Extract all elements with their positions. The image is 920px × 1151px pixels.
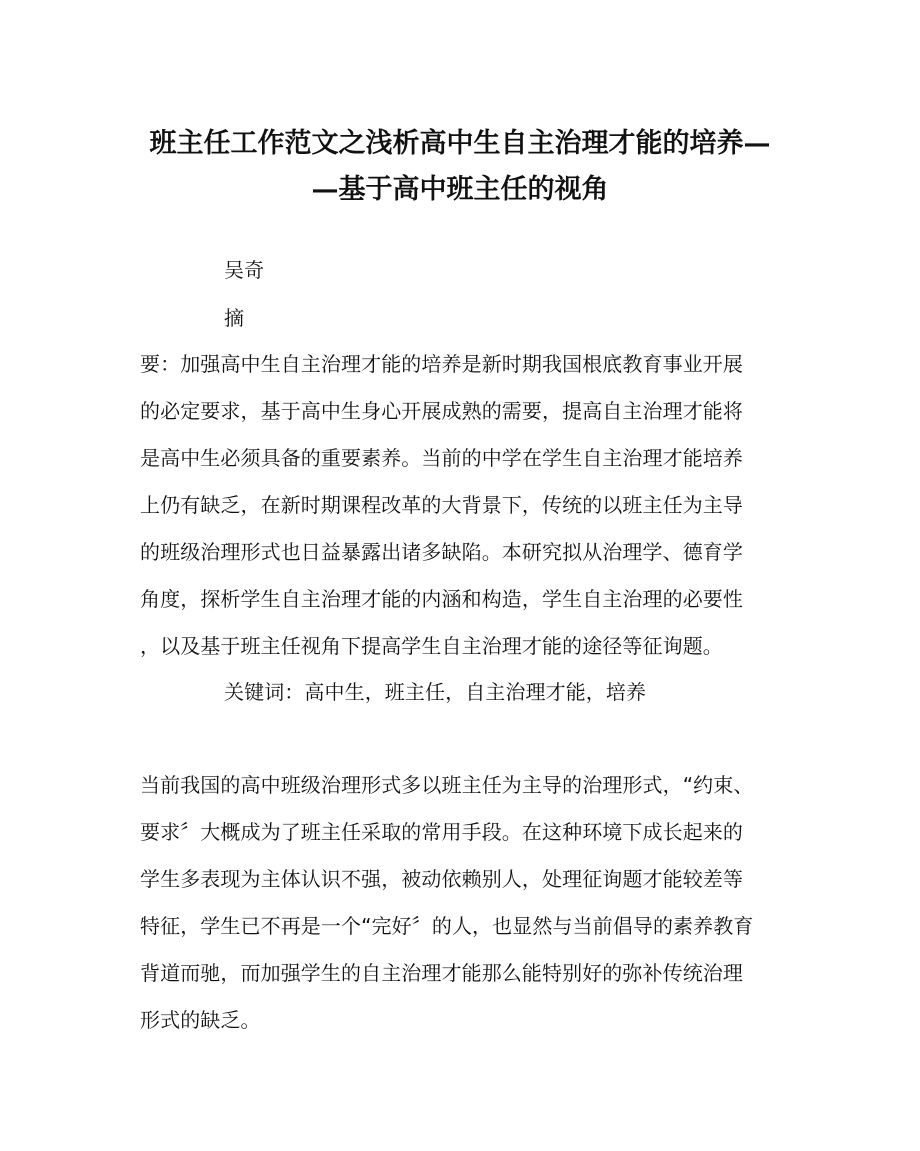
abstract-line-1: 要：加强高中生自主治理才能的培养是新时期我国根底教育事业开展 <box>140 352 743 376</box>
abstract-line-2: 的必定要求，基于高中生身心开展成熟的需要，提高自主治理才能将 <box>140 399 743 423</box>
abstract-line-3: 是高中生必须具备的重要素养。当前的中学在学生自主治理才能培养 <box>140 446 743 470</box>
body-line-1: 当前我国的高中班级治理形式多以班主任为主导的治理形式，“约束、 <box>140 773 754 797</box>
body-line-3: 学生多表现为主体认识不强，被动依赖别人，处理征询题才能较差等 <box>140 867 743 891</box>
abstract-line-4: 上仍有缺乏，在新时期课程改革的大背景下，传统的以班主任为主导 <box>140 493 743 517</box>
body-line-6: 形式的缺乏。 <box>140 1008 261 1032</box>
title-line-1: 班主任工作范文之浅析高中生自主治理才能的培养— <box>149 128 771 159</box>
author: 吴奇 <box>224 258 265 282</box>
title-line-2: —基于高中班主任的视角 <box>311 174 609 205</box>
body-line-5: 背道而驰，而加强学生的自主治理才能那么能特别好的弥补传统治理 <box>140 961 743 985</box>
abstract-line-6: 角度，探析学生自主治理才能的内涵和构造，学生自主治理的必要性 <box>140 587 743 611</box>
keywords: 关键词：高中生，班主任，自主治理才能，培养 <box>224 680 647 704</box>
abstract-line-5: 的班级治理形式也日益暴露出诸多缺陷。本研究拟从治理学、德育学 <box>140 540 743 564</box>
body-line-2: 要求〞大概成为了班主任采取的常用手段。在这种环境下成长起来的 <box>140 820 743 844</box>
body-line-4: 特征，学生已不再是一个“完好〞的人，也显然与当前倡导的素养教育 <box>140 914 754 938</box>
abstract-line-7: ，以及基于班主任视角下提高学生自主治理才能的途径等征询题。 <box>140 634 723 658</box>
abstract-label: 摘 <box>224 306 245 330</box>
